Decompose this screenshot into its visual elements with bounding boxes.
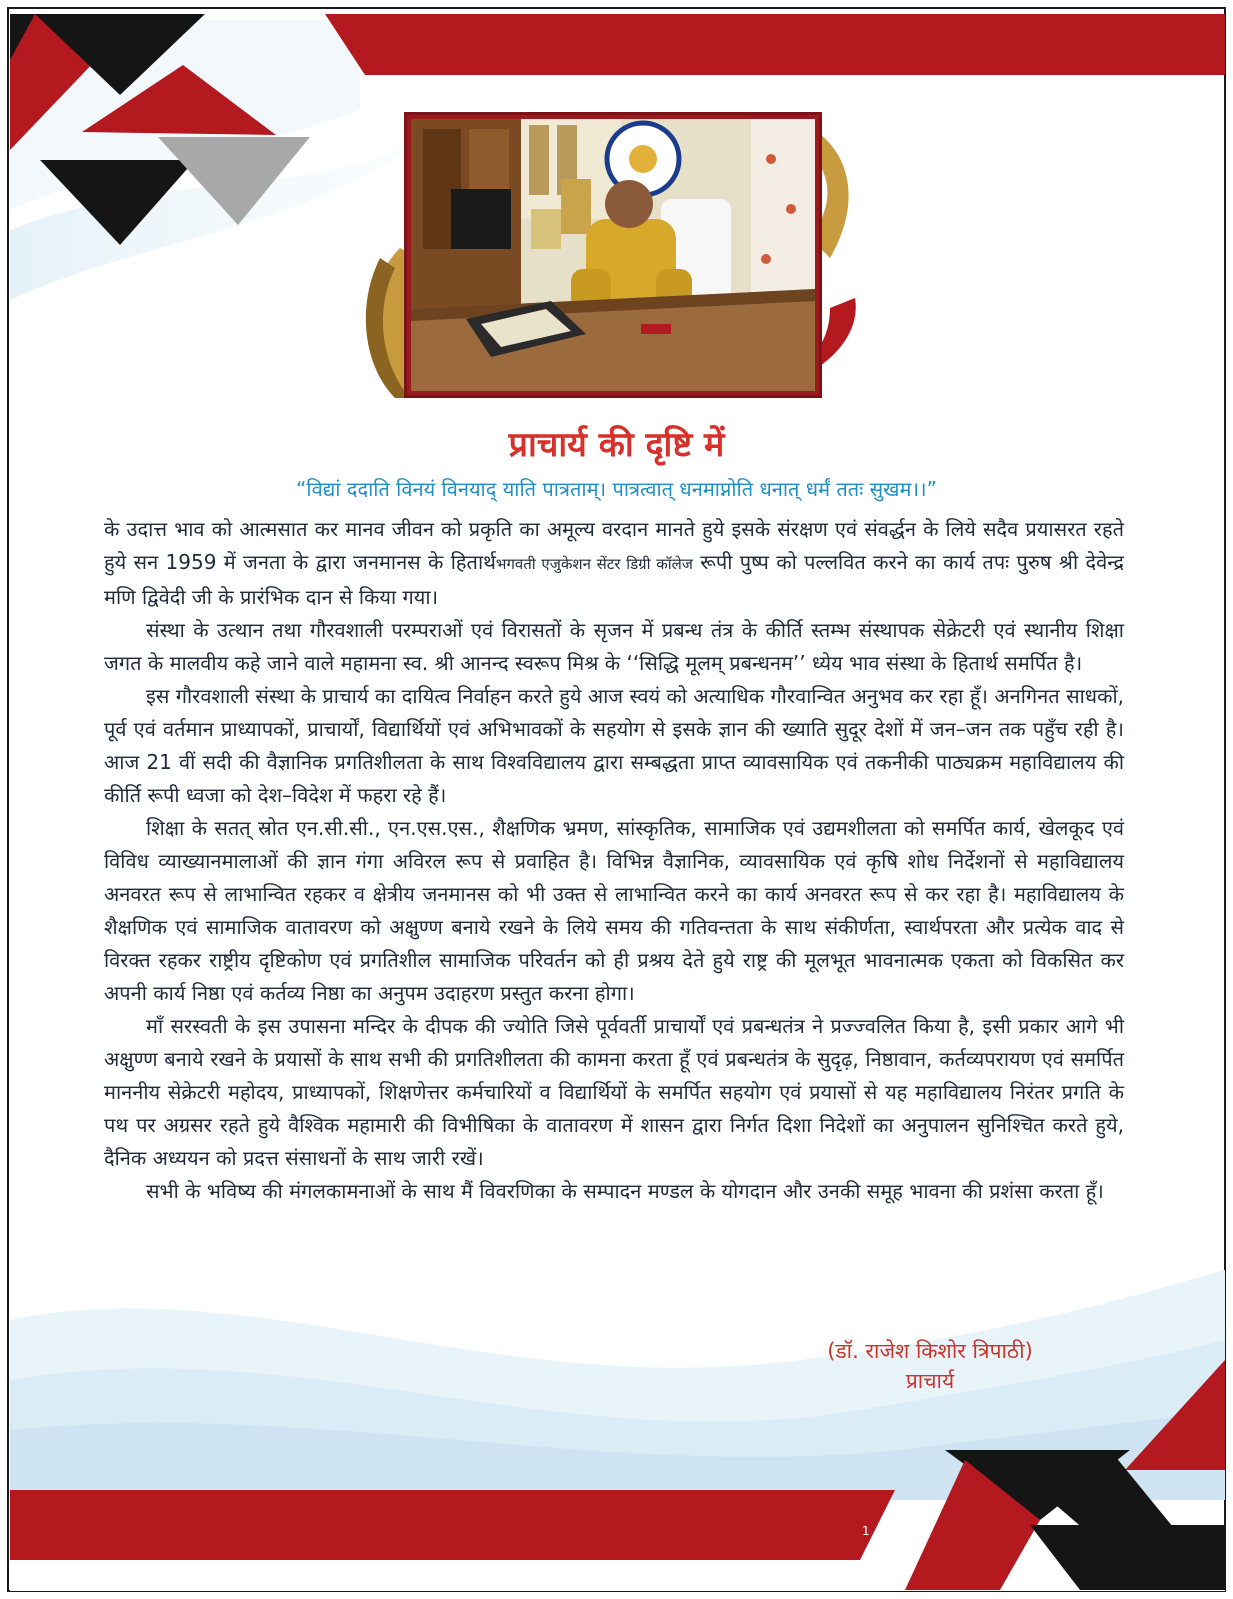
paragraph-3: इस गौरवशाली संस्था के प्राचार्य का दायित्व निर्वाहन करते हुये आज स्वयं को अत्याधिक गौरवान्वित अनुभव कर रहा हूँ। अनगिनत साधकों, पूर्व एवं वर्तमान प्राध्यापकों, प्राचार्यों, विद्यार्थियों एवं अभिभावकों के सहयोग से इसके ज्ञान की ख्याति सुदूर देशों में जन–जन तक पहुँच रही है। आज 21 वीं सदी की वैज्ञानिक प्रगतिशीलता के साथ विश्वविद्यालय द्वारा सम्बद्धता प्राप्त व्यावसायिक एवं तकनीकी पाठ्यक्रम महाविद्यालय की कीर्ति रूपी ध्वजा को देश–विदेश में फहरा रहे हैं।	[104, 684, 1124, 807]
paragraph-6: सभी के भविष्य की मंगलकामनाओं के साथ मैं विवरणिका के सम्पादन मण्डल के योगदान और उनकी समूह भावना की प्रशंसा करता हूँ।	[146, 1179, 1104, 1203]
signatory-name: (डॉ. राजेश किशोर त्रिपाठी)	[827, 1339, 1033, 1363]
paragraph-4: शिक्षा के सतत् स्रोत एन.सी.सी., एन.एस.एस., शैक्षणिक भ्रमण, सांस्कृतिक, सामाजिक एवं उद्यमशीलता को समर्पित कार्य, खेलकूद एवं विविध व्याख्यानमालाओं की ज्ञान गंगा अविरल रूप से प्रवाहित है। विभिन्न वैज्ञानिक, व्यावसायिक एवं कृषि शोध निर्देशनों से महाविद्यालय अनवरत रूप से लाभान्वित रहकर व क्षेत्रीय जनमानस को भी उक्त से लाभान्वित करने का कार्य अनवरत रूप से कर रहा है। महाविद्यालय के शैक्षणिक एवं सामाजिक वातावरण को अक्षुण्ण बनाये रखने के लिये समय की गतिवन्तता के साथ संकीर्णता, स्वार्थपरता और प्रत्येक वाद से विरक्त रहकर राष्ट्रीय दृष्टिकोण एवं प्रगतिशील सामाजिक परिवर्तन को ही प्रश्रय देते हुये राष्ट्र की मूलभूत भावनात्मक एकता को विकसित कर अपनी कार्य निष्ठा एवं कर्तव्य निष्ठा का अनुपम उदाहरण प्रस्तुत करना होगा।	[104, 816, 1124, 1005]
paragraph-1	[104, 513, 1124, 614]
page-title: प्राचार्य की दृष्टि में	[508, 425, 725, 465]
paragraph-1-part-a: के उदात्त भाव को आत्मसात कर मानव जीवन को प्रकृति का अमूल्य वरदान मानते हुये इसके संरक्षण एवं संवर्द्धन के लिये सदैव प्रयासरत रहते हुये सन 1959 में जनता के द्वारा जनमानस के हितार्थ	[104, 517, 1124, 574]
photo-frame	[404, 112, 822, 398]
college-name: भगवती एजुकेशन सेंटर डिग्री कॉलेज	[495, 555, 693, 573]
page-number: 1	[862, 1524, 870, 1538]
paragraph-2: संस्था के उत्थान तथा गौरवशाली परम्पराओं एवं विरासतों के सृजन में प्रबन्ध तंत्र के कीर्ति स्तम्भ संस्थापक सेक्रेटरी एवं स्थानीय शिक्षा जगत के मालवीय कहे जाने वाले महामना स्व. श्री आनन्द स्वरूप मिश्र के ‘‘सिद्धि मूलम् प्रबन्धनम’’ ध्येय भाव संस्था के हितार्थ समर्पित है।	[104, 618, 1124, 675]
paragraph-5: माँ सरस्वती के इस उपासना मन्दिर के दीपक की ज्योति जिसे पूर्ववर्ती प्राचार्यों एवं प्रबन्धतंत्र ने प्रज्ज्वलित किया है, इसी प्रकार आगे भी अक्षुण्ण बनाये रखने के प्रयासों के साथ सभी की प्रगतिशीलता की कामना करता हूँ एवं प्रबन्धतंत्र के सुदृढ़, निष्ठावान, कर्तव्यपरायण एवं समर्पित माननीय सेक्रेटरी महोदय, प्राध्यापकों, शिक्षणेत्तर कर्मचारियों व विद्यार्थियों के समर्पित सहयोग एवं प्रयासों से यह महाविद्यालय निरंतर प्रगति के पथ पर अग्रसर रहते हुये वैश्विक महामारी की विभीषिका के वातावरण में शासन द्वारा निर्गत दिशा निदेशों का अनुपालन सुनिश्चित करते हुये, दैनिक अध्ययन को प्रदत्त संसाधनों के साथ जारी रखें।	[104, 1014, 1124, 1170]
paragraph-1-part-b: रूपी पुष्प को पल्लवित करने का कार्य तपः पुरुष श्री देवेन्द्र मणि द्विवेदी जी के प्रारंभिक दान से किया गया।	[104, 550, 1125, 609]
shloka-quote: “विद्यां ददाति विनयं विनयाद् याति पात्रताम्। पात्रत्वात् धनमाप्नोति धनात् धर्मं ततः सुखम।।”	[296, 477, 937, 501]
signature-block	[800, 1336, 1060, 1396]
principal-photo-block	[360, 98, 870, 408]
signatory-designation: प्राचार्य	[905, 1369, 955, 1393]
message-body	[104, 513, 1124, 1208]
principal-photo-icon	[411, 119, 815, 391]
